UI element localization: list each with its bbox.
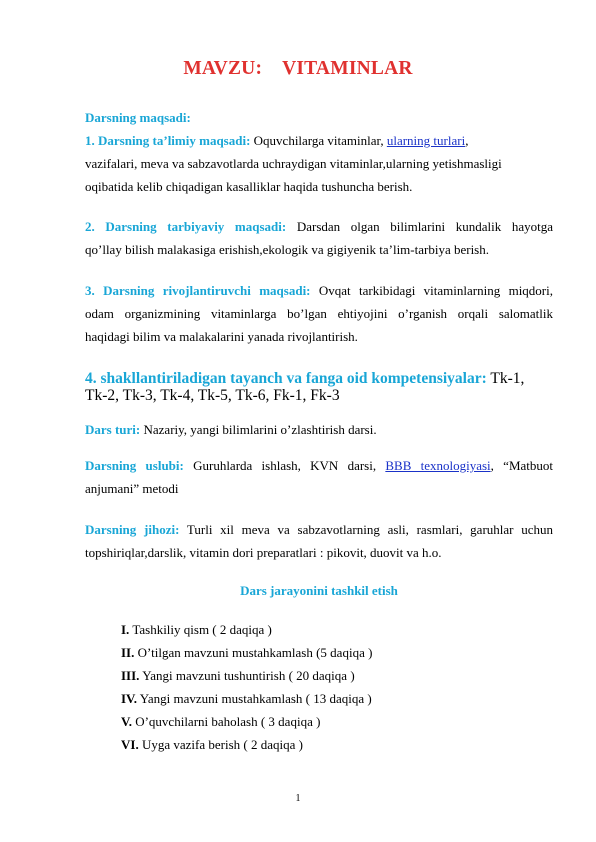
edu-goal-line2: vazifalari, meva va sabzavotlarda uchraydigan vitaminlar,ularning yetishmasligi [85,156,502,171]
step-number: II. [121,645,135,660]
lesson-type-section [85,418,553,441]
edu-goal-punct: , [465,133,469,148]
development-goal-text: Ovqat tarkibidagi vitaminlarning miqdori, [310,283,553,298]
step-number: III. [121,668,140,683]
lesson-type-label: Dars turi: [85,422,141,437]
step-text: Uyga vazifa berish ( 2 daqiqa ) [138,737,303,752]
competencies-text: Tk-1, [486,370,525,387]
development-goal-line3: haqidagi bilim va malakalarini yanada rivojlantirish. [85,329,358,344]
equipment-text: Turli xil meva va sabzavotlarning asli, rasmlari, garuhlar uchun [179,522,553,537]
development-goal-line2: odam organizmining vitaminlarga bo’lgan ehtiyojini o’rganish orqali salomatlik [85,306,553,321]
step-number: I. [121,622,130,637]
edu-goal-text: Oquvchilarga vitaminlar, [250,133,387,148]
competencies-section [85,370,553,404]
process-heading [85,579,553,602]
list-item [121,641,372,664]
lesson-method-line1 [85,454,553,477]
step-text: Yangi mavzuni tushuntirish ( 20 daqiqa ) [139,668,355,683]
lesson-method-label: Darsning uslubi: [85,458,184,473]
list-item [121,664,372,687]
competencies-line2: Tk-2, Tk-3, Tk-4, Tk-5, Tk-6, Fk-1, Fk-3 [85,387,340,404]
edu-goal-section [85,129,553,198]
process-heading-label: Dars jarayonini tashkil etish [240,583,398,598]
step-text: O’quvchilarni baholash ( 3 daqiqa ) [131,714,321,729]
lesson-method-text: Guruhlarda ishlash, KVN darsi, [183,458,386,473]
equipment-section [85,518,553,564]
lesson-method-text-end: , “Matbuot [490,458,553,473]
development-goal-label: 3. Darsning rivojlantiruvchi maqsadi: [85,283,311,298]
edu-goal-line1 [85,129,553,152]
equipment-label: Darsning jihozi: [85,522,180,537]
steps-list [121,618,372,756]
lesson-type-text: Nazariy, yangi bilimlarini o’zlashtirish darsi. [140,422,377,437]
list-item [121,687,372,710]
page-number: 1 [295,793,301,804]
equipment-line1 [85,518,553,541]
step-number: IV. [121,691,138,706]
list-item [121,618,372,641]
upbringing-goal-label: 2. Darsning tarbiyaviy maqsadi: [85,219,287,234]
step-number: VI. [121,737,139,752]
list-item [121,710,372,733]
step-number: V. [121,714,132,729]
upbringing-goal-text: Darsdan olgan bilimlarini kundalik hayotga [286,219,553,234]
equipment-line2: topshiriqlar,darslik, vitamin dori preparatlari : pikovit, duovit va h.o. [85,545,442,560]
edu-goal-line3: oqibatida kelib chiqadigan kasalliklar haqida tushuncha berish. [85,179,413,194]
step-text: O’tilgan mavzuni mustahkamlash (5 daqiqa ) [134,645,373,660]
lesson-method-line2: anjumani” metodi [85,481,179,496]
competencies-line1 [85,370,553,387]
upbringing-goal-line2: qo’llay bilish malakasiga erishish,ekologik va gigiyenik ta’lim-tarbiya berish. [85,242,489,257]
development-goal-line1 [85,279,553,302]
bbb-technology-link[interactable]: BBB texnologiyasi [385,458,491,473]
goal-heading-label: Darsning maqsadi: [85,110,191,125]
edu-goal-label: 1. Darsning ta’limiy maqsadi: [85,133,251,148]
development-goal-section [85,279,553,348]
upbringing-goal-section [85,215,553,261]
list-item [121,733,372,756]
upbringing-goal-line1 [85,215,553,238]
lesson-method-section [85,454,553,500]
step-text: Yangi mavzuni mustahkamlash ( 13 daqiqa ) [137,691,372,706]
step-text: Tashkiliy qism ( 2 daqiqa ) [129,622,272,637]
competencies-label: 4. shakllantiriladigan tayanch va fanga oid kompetensiyalar: [85,370,487,387]
types-link[interactable]: ularning turlari [386,133,466,148]
page-title: MAVZU: VITAMINLAR [183,58,413,79]
goal-heading [85,106,553,129]
